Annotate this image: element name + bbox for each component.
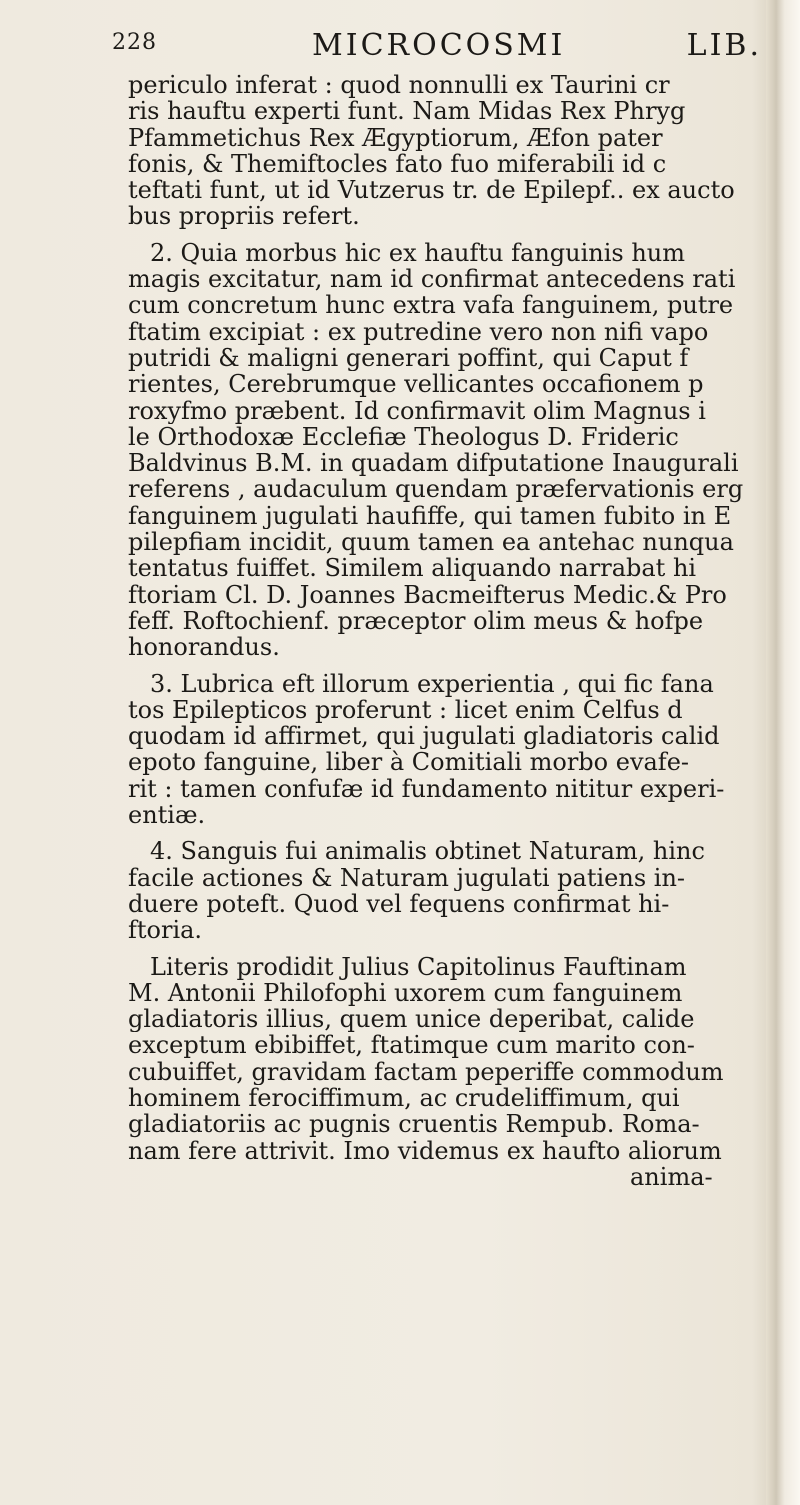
running-header (112, 28, 762, 68)
book-label: LIB. (686, 28, 762, 63)
running-title: MICROCOSMI (312, 28, 566, 63)
text-line: rit : tamen confufæ id fundamento nititur experi- (128, 775, 725, 803)
body-text (128, 72, 768, 1190)
text-line: facile actiones & Naturam jugulati patiens in- (128, 864, 686, 891)
text-line: teftati funt, ut id Vutzerus tr. de Epilepf.. ex aucto (128, 177, 735, 204)
text-line: nam fere attrivit. Imo videmus ex haufto aliorum (128, 1137, 722, 1164)
text-line: gladiatoriis ac pugnis cruentis Rempub. Roma- (128, 1111, 700, 1138)
text-line: ris hauftu experti funt. Nam Midas Rex Phryg (128, 98, 686, 125)
text-line: roxyfmo præbent. Id confirmavit olim Magnus i (128, 397, 706, 424)
text-line: magis excitatur, nam id confirmat antecedens rati (128, 266, 736, 293)
text-line: 3. Lubrica eft illorum experientia , qui fic fana (150, 670, 714, 697)
text-line: bus propriis refert. (128, 203, 360, 230)
text-line: tos Epilepticos proferunt : licet enim Celfus d (128, 696, 683, 724)
paragraph-4 (128, 838, 768, 943)
text-line: le Orthodoxæ Ecclefiæ Theologus D. Frideric (128, 423, 679, 451)
text-line: entiæ. (128, 802, 206, 829)
text-line: pilepfiam incidit, quum tamen ea antehac nunqua (128, 529, 734, 556)
paragraph-1 (128, 72, 768, 230)
text-line: quodam id affirmet, qui jugulati gladiatoris calid (128, 723, 720, 750)
text-line: duere poteft. Quod vel fequens confirmat hi- (128, 890, 670, 918)
text-line: fanguinem jugulati haufiffe, qui tamen fubito in E (128, 502, 732, 530)
text-line: ftatim excipiat : ex putredine vero non nifi vapo (128, 318, 709, 345)
page-number: 228 (112, 30, 157, 55)
text-line: feff. Roftochienf. præceptor olim meus & hofpe (128, 607, 704, 635)
text-line: ftoriam Cl. D. Joannes Bacmeifterus Medic.& Pro (128, 581, 727, 608)
paragraph-5 (128, 954, 768, 1164)
text-line: epoto fanguine, liber à Comitiali morbo evafe- (128, 749, 689, 776)
text-line: 2. Quia morbus hic ex hauftu fanguinis hum (150, 239, 686, 267)
text-line: M. Antonii Philofophi uxorem cum fanguinem (128, 979, 683, 1007)
text-line: exceptum ebibiffet, ftatimque cum marito con- (128, 1032, 695, 1059)
text-line: periculo inferat : quod nonnulli ex Taurini cr (128, 72, 670, 99)
text-line: 4. Sanguis fui animalis obtinet Naturam, hinc (150, 838, 705, 865)
text-line: referens , audaculum quendam præfervationis erg (128, 476, 744, 503)
text-line: ftoria. (128, 917, 203, 944)
text-line: tentatus fuiffet. Similem aliquando narrabat hi (128, 555, 697, 582)
text-line: Baldvinus B.M. in quadam difputatione Inaugurali (128, 450, 739, 477)
paragraph-2 (128, 240, 768, 661)
text-line: Literis prodidit Julius Capitolinus Fauftinam (150, 953, 687, 980)
text-line: cubuiffet, gravidam factam peperiffe commodum (128, 1058, 724, 1085)
page-gutter (766, 0, 800, 1505)
text-line: cum concretum hunc extra vafa fanguinem, putre (128, 292, 734, 319)
text-line: honorandus. (128, 634, 280, 661)
text-line: hominem ferociffimum, ac crudeliffimum, qui (128, 1084, 680, 1112)
text-line: fonis, & Themiftocles fato fuo miferabili id c (128, 150, 667, 178)
text-line: gladiatoris illius, quem unice deperibat, calide (128, 1006, 695, 1033)
text-line: putridi & maligni generari poffint, qui Caput f (128, 344, 689, 372)
text-line: rientes, Cerebrumque vellicantes occafionem p (128, 371, 704, 398)
paragraph-3 (128, 671, 768, 829)
text-line: Pfammetichus Rex Ægyptiorum, Æfon pater (128, 124, 663, 151)
catchword: anima- (630, 1163, 713, 1191)
